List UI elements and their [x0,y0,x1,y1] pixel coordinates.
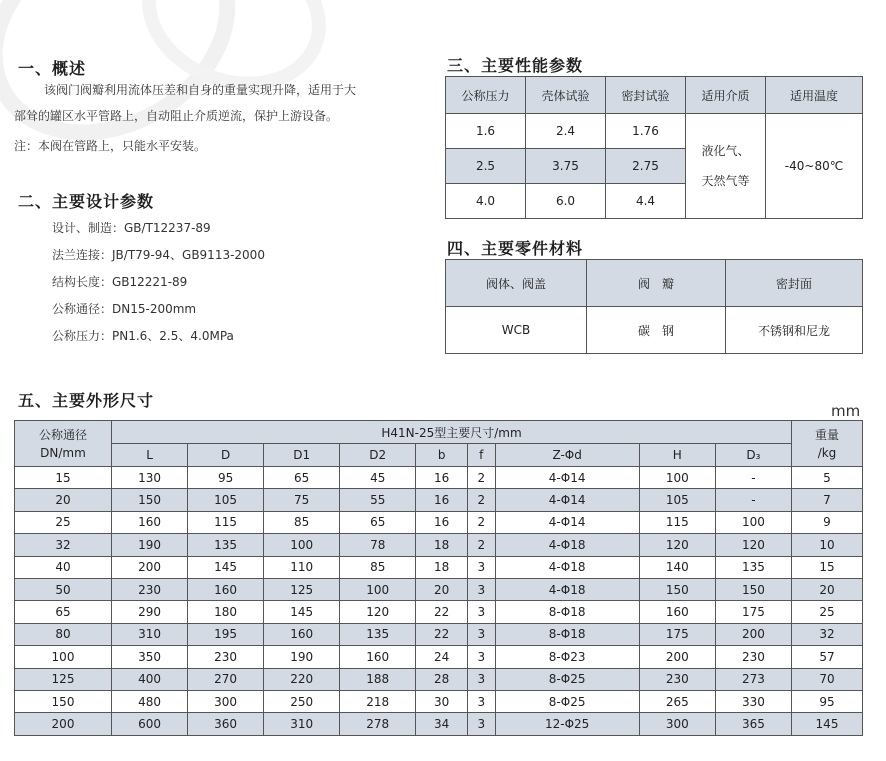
medium-line: 天然气等 [701,174,750,188]
dimensions-body [15,467,863,736]
table-cell: 330 [715,690,791,712]
table-cell: 4-Φ18 [495,578,639,600]
table-cell: 190 [112,534,188,556]
table-header: 密封面 [726,260,863,307]
table-cell: 140 [639,556,715,578]
sub-header: D1 [264,444,340,467]
table-cell: 1.76 [606,114,686,149]
table-cell: 24 [416,646,468,668]
table-cell: 4-Φ18 [495,534,639,556]
table-cell: 150 [112,489,188,511]
table-header: 阀体、阀盖 [446,260,587,307]
table-cell: 125 [264,578,340,600]
table-cell: 160 [340,646,416,668]
table-cell: WCB [446,307,587,354]
table-cell: 20 [416,578,468,600]
table-cell: 18 [416,534,468,556]
table-cell: 9 [792,511,863,533]
sub-header: D2 [340,444,416,467]
table-row [15,668,863,690]
table-row [15,489,863,511]
table-row [15,511,863,533]
table-cell: 200 [112,556,188,578]
table-cell: 230 [639,668,715,690]
table-cell: 70 [792,668,863,690]
dn-header-line: DN/mm [40,445,86,460]
table-cell: 350 [112,646,188,668]
table-cell: 16 [416,511,468,533]
sub-header-row [15,444,863,467]
table-cell: 3 [468,690,495,712]
table-cell: 4.4 [606,184,686,219]
table-cell: 65 [15,601,112,623]
table-cell: - [715,489,791,511]
dn-header-line: 公称通径 [38,427,87,442]
table-cell: 2 [468,467,495,489]
table-cell: 265 [639,690,715,712]
table-cell: 5 [792,467,863,489]
table-cell: 175 [715,601,791,623]
design-title: 二、主要设计参数 [18,192,155,211]
table-cell: 25 [792,601,863,623]
table-cell: 8-Φ25 [495,690,639,712]
sub-header: D₃ [715,444,791,467]
table-cell: 3 [468,713,495,735]
table-cell: 100 [639,467,715,489]
design-param: 法兰连接：JB/T79-94、GB9113-2000 [52,248,265,262]
table-cell: 28 [416,668,468,690]
table-cell: 115 [188,511,264,533]
table-cell: 230 [715,646,791,668]
table-cell: 145 [188,556,264,578]
table-cell: 2.5 [446,149,526,184]
table-cell: 16 [416,467,468,489]
table-header: 密封试验 [606,77,686,114]
table-cell: 18 [416,556,468,578]
table-cell: 160 [188,578,264,600]
table-cell: 3 [468,601,495,623]
materials-title: 四、主要零件材料 [447,239,584,258]
table-cell: 230 [188,646,264,668]
table-cell: 360 [188,713,264,735]
table-cell: 300 [639,713,715,735]
table-cell: 8-Φ25 [495,668,639,690]
table-cell: 3 [468,668,495,690]
table-cell: 1.6 [446,114,526,149]
table-cell: 15 [15,467,112,489]
table-row [446,307,863,354]
sub-header: D [188,444,264,467]
table-cell: 15 [792,556,863,578]
table-cell: 200 [639,646,715,668]
table-cell: 300 [188,690,264,712]
weight-header-line: /kg [817,445,837,460]
table-cell: 65 [264,467,340,489]
table-cell: 125 [15,668,112,690]
table-cell: 273 [715,668,791,690]
dn-header [15,421,112,467]
table-cell: 57 [792,646,863,668]
table-cell: 480 [112,690,188,712]
table-cell: 3 [468,578,495,600]
dimensions-table [14,420,863,736]
table-cell: 120 [639,534,715,556]
overview-title: 一、概述 [18,59,87,78]
table-header: 公称压力 [446,77,526,114]
table-cell: 65 [340,511,416,533]
temperature-cell: -40~80℃ [766,114,863,219]
table-cell: 145 [264,601,340,623]
table-cell: 4-Φ18 [495,556,639,578]
table-cell: 218 [340,690,416,712]
table-cell: 50 [15,578,112,600]
table-cell: 34 [416,713,468,735]
medium-cell [686,114,766,219]
table-cell: 10 [792,534,863,556]
performance-title: 三、主要性能参数 [447,56,584,75]
table-cell: 200 [15,713,112,735]
overview-line: 该阀门阀瓣利用流体压差和自身的重量实现升降，适用于大 [44,83,357,97]
weight-header [792,421,863,467]
table-cell: 4.0 [446,184,526,219]
table-cell: 4-Φ14 [495,467,639,489]
group-header: H41N-25型主要尺寸/mm [112,421,792,444]
table-cell: 3 [468,646,495,668]
dimensions-title: 五、主要外形尺寸 [18,391,155,410]
table-cell: 600 [112,713,188,735]
table-row [446,114,863,149]
table-cell: 45 [340,467,416,489]
table-cell: 2.4 [526,114,606,149]
table-cell: 188 [340,668,416,690]
table-cell: 290 [112,601,188,623]
sub-header: f [468,444,495,467]
table-cell: 220 [264,668,340,690]
table-row [15,556,863,578]
table-cell: 32 [792,623,863,645]
table-cell: 85 [340,556,416,578]
table-cell: 32 [15,534,112,556]
table-cell: 4-Φ14 [495,511,639,533]
design-param: 公称压力：PN1.6、2.5、4.0MPa [52,329,234,343]
table-cell: 85 [264,511,340,533]
table-cell: 55 [340,489,416,511]
sub-header: H [639,444,715,467]
table-header: 适用介质 [686,77,766,114]
sub-header: L [112,444,188,467]
table-cell: 110 [264,556,340,578]
table-cell: 230 [112,578,188,600]
table-cell: 175 [639,623,715,645]
table-cell: 160 [264,623,340,645]
table-cell: 150 [15,690,112,712]
table-cell: 145 [792,713,863,735]
table-cell: 95 [188,467,264,489]
overview-line: 部耸的罐区水平管路上，自动阻止介质逆流，保护上游设备。 [14,109,339,123]
table-cell: 8-Φ18 [495,623,639,645]
table-cell: 310 [264,713,340,735]
table-cell: 不锈钢和尼龙 [726,307,863,354]
table-cell: 115 [639,511,715,533]
table-header: 阀 瓣 [587,260,726,307]
table-cell: 120 [715,534,791,556]
table-cell: 6.0 [526,184,606,219]
table-row [15,646,863,668]
table-cell: 3 [468,556,495,578]
table-cell: 100 [340,578,416,600]
table-cell: 25 [15,511,112,533]
design-param: 公称通径：DN15-200mm [52,302,197,316]
table-cell: 180 [188,601,264,623]
table-cell: 200 [715,623,791,645]
table-cell: 3.75 [526,149,606,184]
design-param: 设计、制造：GB/T12237-89 [52,221,211,235]
table-cell: 8-Φ18 [495,601,639,623]
table-row [15,467,863,489]
table-cell: 碳 钢 [587,307,726,354]
table-cell: 4-Φ14 [495,489,639,511]
table-cell: 190 [264,646,340,668]
table-cell: 270 [188,668,264,690]
table-cell: 160 [112,511,188,533]
table-header: 壳体试验 [526,77,606,114]
table-row [15,623,863,645]
table-cell: 400 [112,668,188,690]
performance-table [445,76,863,219]
table-cell: 12-Φ25 [495,713,639,735]
table-cell: 130 [112,467,188,489]
table-cell: 105 [639,489,715,511]
table-cell: 278 [340,713,416,735]
table-cell: 135 [188,534,264,556]
weight-header-line: 重量 [814,427,839,442]
table-cell: 2.75 [606,149,686,184]
table-cell: 150 [639,578,715,600]
medium-line: 液化气、 [701,144,750,158]
table-cell: 2 [468,534,495,556]
table-header: 适用温度 [766,77,863,114]
table-cell: 78 [340,534,416,556]
table-cell: - [715,467,791,489]
table-cell: 30 [416,690,468,712]
table-cell: 160 [639,601,715,623]
table-cell: 16 [416,489,468,511]
table-cell: 95 [792,690,863,712]
table-cell: 20 [15,489,112,511]
table-cell: 40 [15,556,112,578]
design-param: 结构长度：GB12221-89 [52,275,188,289]
table-cell: 135 [715,556,791,578]
table-cell: 8-Φ23 [495,646,639,668]
table-cell: 100 [264,534,340,556]
table-cell: 150 [715,578,791,600]
table-row [15,534,863,556]
table-cell: 75 [264,489,340,511]
overview-note: 注：本阀在管路上，只能水平安装。 [14,139,207,153]
table-cell: 100 [15,646,112,668]
table-cell: 105 [188,489,264,511]
table-cell: 22 [416,601,468,623]
table-cell: 365 [715,713,791,735]
table-row [15,690,863,712]
sub-header: b [416,444,468,467]
table-cell: 135 [340,623,416,645]
table-cell: 20 [792,578,863,600]
table-cell: 22 [416,623,468,645]
sub-header: Z-Φd [495,444,639,467]
table-cell: 2 [468,489,495,511]
table-cell: 100 [715,511,791,533]
table-cell: 2 [468,511,495,533]
table-cell: 80 [15,623,112,645]
table-cell: 120 [340,601,416,623]
table-cell: 250 [264,690,340,712]
table-row [15,578,863,600]
unit-label: mm [831,402,861,420]
table-row [15,601,863,623]
table-cell: 7 [792,489,863,511]
table-cell: 195 [188,623,264,645]
materials-table [445,259,863,354]
table-cell: 3 [468,623,495,645]
table-cell: 310 [112,623,188,645]
table-row [15,713,863,735]
